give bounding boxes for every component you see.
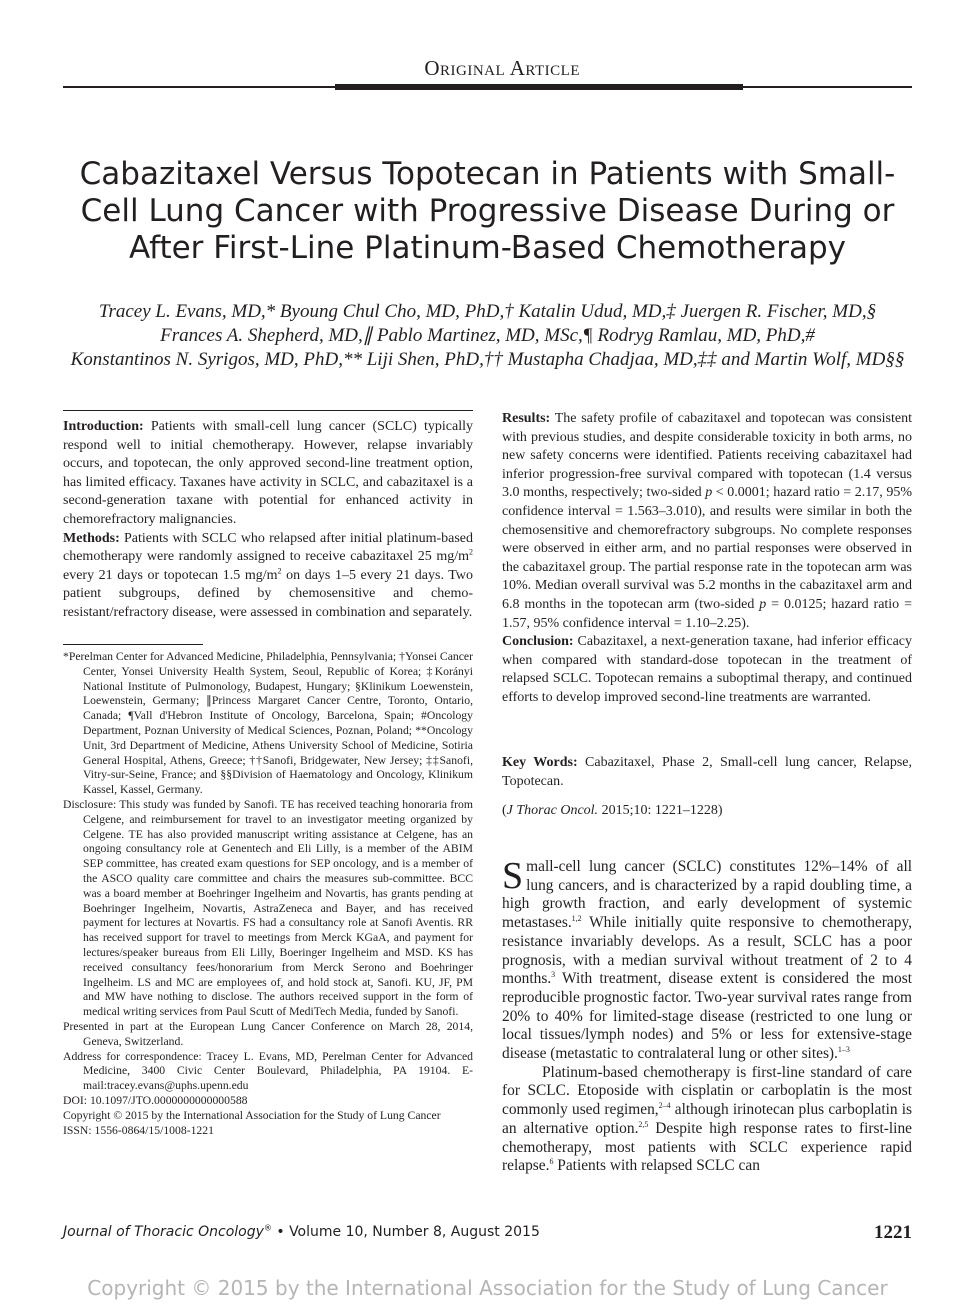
abstract-left bbox=[63, 418, 473, 623]
footnote-disclosure: Disclosure: This study was funded by Sanofi. TE has received teaching honoraria from Celgene, and reimbursement for travel to an investigator meeting organized by Celgene. TE has also provided manuscript writing assistance at Celgene, has an ongoing consultancy role at Genentech and Eli Lilly, is a member of the ABIM SEP committee, has created exam questions for SEP oncology, and is a member of the ASCO quality care committee and chairs the measures sub-committee. BCC was a board member at Boehringer Ingelheim and Novartis, has grants pending at Boehringer Ingelheim, Novartis, AstraZeneca and Bayer, and has received payment for lectures at Novartis. FS had a consultancy role at Sanofi Aventis. RR has received support for travel to meetings from Merck KGaA, and payment for lectures/speaker bureaus from Eli Lilly, Boeringer Ingelheim and MSD. KS has received consultancy fees/honorarium from Merck Serono and Boehringer Ingelheim. LS and MC are employees of, and hold stock at, Sanofi. KU, JF, PM and MW have nothing to disclose. The authors received support in the form of medical writing services from Paul Scutt of MediTech Media, funded by Sanofi. bbox=[63, 797, 473, 1019]
authors-line-3: Konstantinos N. Syrigos, MD, PhD,** Liji Shen, PhD,†† Mustapha Chadjaa, MD,‡‡ and Martin Wolf, MD§§ bbox=[70, 349, 905, 370]
reference-superscript: 1–3 bbox=[837, 1044, 850, 1054]
footnote-correspondence: Address for correspondence: Tracey L. Evans, MD, Perelman Center for Advanced Medicine, 3400 Civic Center Boulevard, Philadelphia, PA 19104. E-mail:tracey.evans@uphs.upenn.edu bbox=[63, 1049, 473, 1093]
p-value-symbol: p bbox=[759, 596, 767, 612]
body-paragraph-2 bbox=[502, 1064, 912, 1176]
results-text: < 0.0001; hazard ratio = 2.17, 95% confidence interval = 1.563–3.010), and results were similar in both the chemosensitive and chemorefractory subgroups. No complete responses were observed in either arm, and no partial responses were observed in the cabazitaxel group. The partial response rate in the topotecan arm was 10%. Median overall survival was 5.2 months in the cabazitaxel arm and 6.8 months in the topotecan arm (two-sided bbox=[502, 485, 912, 612]
methods-label: Methods: bbox=[63, 530, 120, 546]
introduction-text: Patients with small-cell lung cancer (SCLC) typically respond well to initial chemotherapy. However, relapse invariably occurs, and topotecan, the only approved second-line treatment option, has limited efficacy. Taxanes have activity in SCLC, and cabazitaxel is a second-generation taxane with potential for enhanced activity in chemorefractory malignancies. bbox=[63, 419, 473, 527]
reference-superscript: 1,2 bbox=[571, 913, 582, 923]
results-text: = 0.0125; hazard ratio = 1.57, 95% confidence interval = 1.10–2.25). bbox=[502, 596, 912, 631]
citation-details: 2015;10: 1221–1228) bbox=[598, 803, 723, 818]
footnote-rule bbox=[63, 644, 203, 645]
authors-line-2: Frances A. Shepherd, MD,∥ Pablo Martinez, MD, MSc,¶ Rodryg Ramlau, MD, PhD,# bbox=[160, 325, 815, 346]
reference-superscript: 3 bbox=[551, 970, 556, 980]
copyright-watermark: Copyright © 2015 by the International Association for the Study of Lung Cancer bbox=[87, 1276, 888, 1300]
methods-text: on days 1–5 every 21 days. Two patient subgroups, defined by chemosensitive and chemo-resistant/refractory disease, were assessed in combination and separately. bbox=[63, 567, 473, 620]
methods-text: Patients with SCLC who relapsed after initial platinum-based chemotherapy were randomly assigned to receive cabazitaxel 25 mg/m bbox=[63, 530, 473, 565]
keywords-label: Key Words: bbox=[502, 755, 578, 770]
footnote-affiliations: *Perelman Center for Advanced Medicine, Philadelphia, Pennsylvania; †Yonsei Cancer Center, Yonsei University Health System, Seoul, Republic of Korea; ‡Korányi National Institute of Pulmonology, Budapest, Hungary; §Klinikum Loewenstein, Loewenstein, Germany; ∥Princess Margaret Cancer Centre, Toronto, Ontario, Canada; ¶Vall d'Hebron Institute of Oncology, Barcelona, Spain; #Oncology Department, Poznan University of Medical Sciences, Poznan, Poland; **Oncology Unit, 3rd Department of Medicine, Athens University School of Medicine, Sotiria General Hospital, Athens, Greece; ††Sanofi, Bridgewater, New Jersey; ‡‡Sanofi, Vitry-sur-Seine, France; and §§Division of Haematology and Oncology, Klinikum Kassel, Kassel, Germany. bbox=[63, 650, 473, 797]
abstract-introduction bbox=[63, 418, 473, 530]
methods-text: every 21 days or topotecan 1.5 mg/m bbox=[63, 567, 278, 583]
footnotes bbox=[63, 650, 473, 1138]
abstract-results bbox=[502, 410, 912, 633]
footnote-copyright: Copyright © 2015 by the International Association for the Study of Lung Cancer bbox=[63, 1108, 441, 1122]
p-value-symbol: p bbox=[705, 485, 713, 501]
citation bbox=[502, 802, 912, 821]
body-text-run: Platinum-based chemotherapy is first-line standard of care for SCLC. Etoposide with cisplatin or carboplatin is the most commonly used regimen, bbox=[502, 1063, 912, 1119]
journal-name: Journal of Thoracic Oncology bbox=[63, 1224, 264, 1240]
reference-superscript: 2–4 bbox=[658, 1101, 671, 1111]
abstract-conclusion bbox=[502, 633, 912, 707]
body-text-run: Despite high response rates to first-line chemotherapy, most patients with SCLC experience rapid relapse. bbox=[502, 1119, 912, 1175]
introduction-label: Introduction: bbox=[63, 419, 144, 434]
results-text: The safety profile of cabazitaxel and topotecan was consistent with previous studies, and despite considerable toxicity in both arms, no new safety concerns were identified. Patients receiving cabazitaxel had inferior progression-free survival compared with topotecan (1.4 versus 3.0 months, respectively; two-sided bbox=[502, 411, 912, 501]
results-label: Results: bbox=[502, 411, 551, 426]
registered-mark: ® bbox=[263, 1223, 272, 1233]
abstract-rule bbox=[63, 410, 473, 411]
body-paragraph-1 bbox=[502, 855, 912, 1064]
header-rule-accent bbox=[335, 84, 743, 90]
page-number: 1221 bbox=[874, 1222, 912, 1243]
section-label: Original Article bbox=[424, 56, 580, 80]
body-text-run: although irinotecan plus carboplatin is an alternative option. bbox=[502, 1101, 912, 1137]
article-title: Cabazitaxel Versus Topotecan in Patients with Small-Cell Lung Cancer with Progressive Disease During or After First-Line Platinum-Based Chemotherapy bbox=[79, 156, 896, 266]
body-text-run: With treatment, disease extent is considered the most reproducible prognostic factor. Two-year survival rates range from 20% to 40% for limited-stage disease (restricted to one lung or local tissues/lymph nodes) and 5% or less for extensive-stage disease (metastatic to contralateral lung or other sites). bbox=[502, 970, 912, 1063]
footnote-issn: ISSN: 1556-0864/15/1008-1221 bbox=[63, 1123, 214, 1137]
reference-superscript: 2,5 bbox=[638, 1119, 649, 1129]
body-text-run: Patients with relapsed SCLC can bbox=[553, 1157, 760, 1175]
keywords-text: Cabazitaxel, Phase 2, Small-cell lung cancer, Relapse, Topotecan. bbox=[502, 755, 912, 789]
methods-superscript: 2 bbox=[469, 547, 473, 557]
conclusion-text: Cabazitaxel, a next-generation taxane, had inferior efficacy when compared with standard-dose topotecan in the treatment of relapsed SCLC. Topotecan remains a suboptimal therapy, and continued efforts to develop improved second-line treatments are warranted. bbox=[502, 634, 912, 705]
footnote-doi: DOI: 10.1097/JTO.0000000000000588 bbox=[63, 1093, 248, 1107]
body-text-run: mall-cell lung cancer (SCLC) constitutes 12%–14% of all lung cancers, and is characterized by a rapid doubling time, a high growth fraction, and early development of systemic metastases. bbox=[502, 858, 912, 932]
methods-superscript: 2 bbox=[277, 566, 282, 576]
body-text bbox=[502, 855, 912, 1176]
drop-cap: S bbox=[502, 855, 524, 897]
abstract-methods bbox=[63, 530, 473, 623]
citation-paren: ( bbox=[502, 803, 507, 818]
reference-superscript: 6 bbox=[549, 1157, 554, 1167]
keywords bbox=[502, 754, 912, 791]
citation-journal: J Thorac Oncol. bbox=[506, 803, 599, 818]
footnote-presented: Presented in part at the European Lung Cancer Conference on March 28, 2014, Geneva, Switzerland. bbox=[63, 1019, 473, 1048]
body-text-run: While initially quite responsive to chemotherapy, resistance invariably develops. As a result, SCLC has a poor prognosis, with a median survival without treatment of 2 to 4 months. bbox=[502, 914, 912, 988]
authors-line-1: Tracey L. Evans, MD,* Byoung Chul Cho, MD, PhD,† Katalin Udud, MD,‡ Juergen R. Fischer, MD,§ bbox=[98, 301, 877, 322]
conclusion-label: Conclusion: bbox=[502, 634, 574, 650]
abstract-right bbox=[502, 410, 912, 708]
journal-footer bbox=[63, 1224, 540, 1240]
journal-issue: • Volume 10, Number 8, August 2015 bbox=[271, 1224, 540, 1240]
author-list bbox=[50, 300, 925, 372]
